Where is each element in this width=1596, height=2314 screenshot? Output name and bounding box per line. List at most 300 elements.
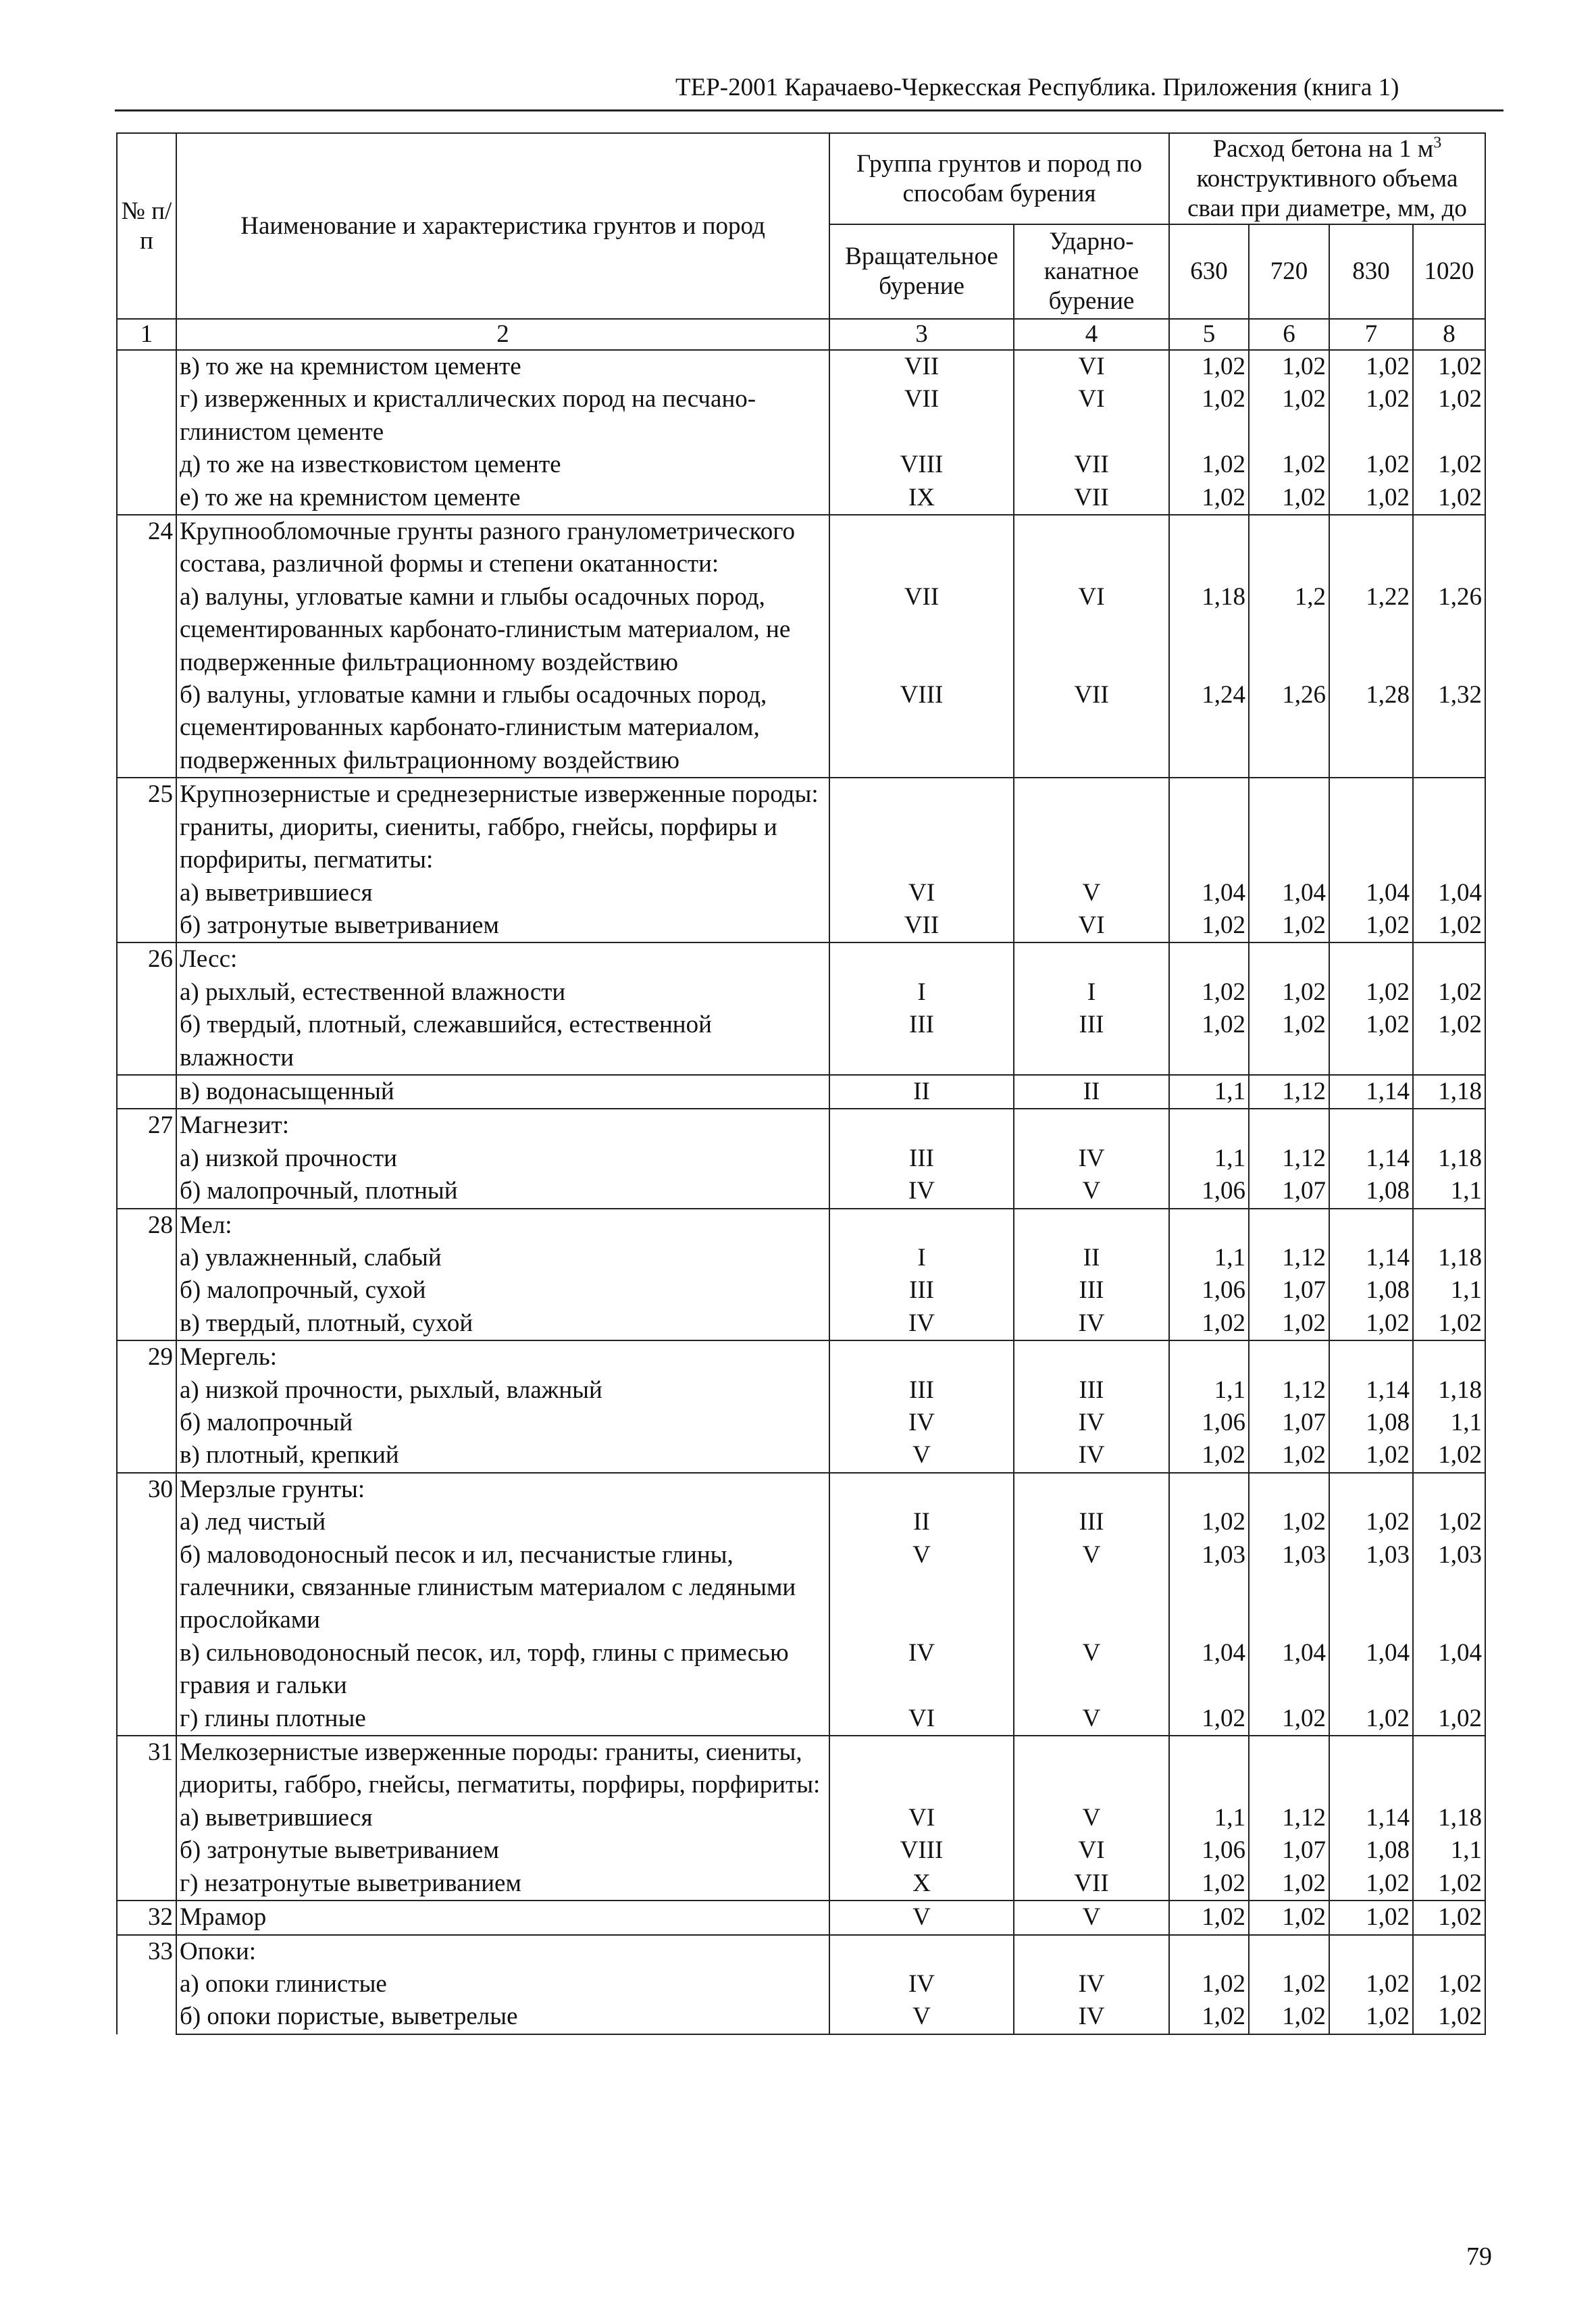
concrete-830 [1329,515,1413,581]
rotary-group: V [829,1539,1014,1637]
percussion-group: VII [1014,679,1169,778]
concrete-720: 1,02 [1249,1867,1329,1901]
row-number [117,1075,176,1109]
table-row [117,1935,1485,1968]
soil-name: а) выветрившиеся [176,877,829,909]
concrete-830: 1,02 [1329,909,1413,942]
rotary-group: III [829,1274,1014,1307]
concrete-1020: 1,32 [1413,679,1485,778]
header-num: № п/п [117,133,176,319]
table-row [117,976,1485,1009]
concrete-720 [1249,778,1329,876]
concrete-720: 1,04 [1249,877,1329,909]
rotary-group: III [829,1142,1014,1175]
concrete-1020: 1,1 [1413,1834,1485,1867]
concrete-720 [1249,1340,1329,1374]
rotary-group: II [829,1075,1014,1109]
header-diameter: 1020 [1413,224,1485,319]
rotary-group: VII [829,350,1014,383]
rotary-group: III [829,1009,1014,1075]
concrete-830: 1,03 [1329,1539,1413,1637]
soil-name: б) твердый, плотный, слежавшийся, естественной влажности [176,1009,829,1075]
concrete-630: 1,1 [1169,1242,1249,1274]
header-percussion: Ударно-канатное бурение [1014,224,1169,319]
column-number: 2 [176,319,829,350]
percussion-group: VII [1014,1867,1169,1901]
percussion-group: V [1014,1539,1169,1637]
table-row [117,383,1485,449]
table-row [117,1834,1485,1867]
percussion-group [1014,1473,1169,1506]
concrete-630: 1,02 [1169,1439,1249,1472]
rotary-group: VIII [829,449,1014,481]
rotary-group: V [829,2001,1014,2034]
concrete-1020: 1,02 [1413,383,1485,449]
rotary-group [829,1109,1014,1142]
soil-name: г) глины плотные [176,1703,829,1736]
percussion-group: III [1014,1506,1169,1538]
concrete-720: 1,2 [1249,581,1329,679]
concrete-1020: 1,02 [1413,976,1485,1009]
table-row [117,1274,1485,1307]
concrete-830 [1329,1935,1413,1968]
row-number: 25 [117,778,176,942]
table-row [117,1473,1485,1506]
percussion-group: VII [1014,482,1169,515]
concrete-630: 1,02 [1169,383,1249,449]
concrete-830: 1,14 [1329,1075,1413,1109]
concrete-830: 1,02 [1329,1307,1413,1340]
table-row [117,581,1485,679]
concrete-1020 [1413,515,1485,581]
concrete-630: 1,02 [1169,1506,1249,1538]
concrete-720: 1,02 [1249,909,1329,942]
concrete-630: 1,02 [1169,1867,1249,1901]
concrete-1020: 1,02 [1413,2001,1485,2034]
concrete-1020: 1,02 [1413,1968,1485,2001]
concrete-720: 1,07 [1249,1834,1329,1867]
header-rule [115,109,1503,111]
soil-name: а) опоки глинистые [176,1968,829,2001]
concrete-1020 [1413,1473,1485,1506]
page-number: 79 [1466,2242,1492,2271]
column-number: 3 [829,319,1014,350]
concrete-830: 1,14 [1329,1142,1413,1175]
row-number: 33 [117,1935,176,2034]
concrete-720: 1,02 [1249,976,1329,1009]
header-rotary: Вращательное бурение [829,224,1014,319]
percussion-group [1014,1935,1169,1968]
percussion-group: III [1014,1374,1169,1407]
table-row [117,1439,1485,1472]
percussion-group: VI [1014,909,1169,942]
concrete-1020: 1,02 [1413,1867,1485,1901]
table-row [117,1307,1485,1340]
percussion-group: VI [1014,350,1169,383]
concrete-830: 1,08 [1329,1407,1413,1439]
soil-name: в) то же на кремнистом цементе [176,350,829,383]
table-row [117,1109,1485,1142]
soil-name: а) валуны, угловатые камни и глыбы осадочных пород, сцементированных карбонато-глинистым материалом, не подверженные фильтрационному воздействию [176,581,829,679]
soil-name: е) то же на кремнистом цементе [176,482,829,515]
rotary-group: VII [829,909,1014,942]
concrete-720: 1,02 [1249,449,1329,481]
concrete-720: 1,07 [1249,1175,1329,1208]
concrete-830 [1329,1736,1413,1802]
soil-name: Крупнообломочные грунты разного гранулометрического состава, различной формы и степени окатанности: [176,515,829,581]
percussion-group: V [1014,1703,1169,1736]
soil-name: г) незатронутые выветриванием [176,1867,829,1901]
concrete-720: 1,02 [1249,1703,1329,1736]
table-row [117,877,1485,909]
row-number: 30 [117,1473,176,1736]
concrete-720: 1,12 [1249,1075,1329,1109]
rotary-group: IV [829,1968,1014,2001]
concrete-630: 1,04 [1169,1637,1249,1703]
percussion-group: III [1014,1274,1169,1307]
concrete-830 [1329,1473,1413,1506]
rotary-group: V [829,1439,1014,1472]
soil-name: а) рыхлый, естественной влажности [176,976,829,1009]
rotary-group: III [829,1374,1014,1407]
soil-name: в) водонасыщенный [176,1075,829,1109]
rotary-group: I [829,976,1014,1009]
concrete-830: 1,02 [1329,1703,1413,1736]
concrete-1020: 1,18 [1413,1242,1485,1274]
soil-name: в) твердый, плотный, сухой [176,1307,829,1340]
concrete-720: 1,02 [1249,1901,1329,1934]
header-name: Наименование и характеристика грунтов и пород [176,133,829,319]
concrete-630: 1,02 [1169,1307,1249,1340]
soil-name: в) сильноводоносный песок, ил, торф, глины с примесью гравия и гальки [176,1637,829,1703]
concrete-1020 [1413,1935,1485,1968]
concrete-830: 1,02 [1329,383,1413,449]
concrete-1020: 1,1 [1413,1274,1485,1307]
table-row [117,778,1485,876]
column-number: 5 [1169,319,1249,350]
rotary-group [829,942,1014,976]
table-row [117,1539,1485,1637]
percussion-group [1014,942,1169,976]
concrete-1020: 1,03 [1413,1539,1485,1637]
rotary-group: II [829,1506,1014,1538]
soil-name: д) то же на известковистом цементе [176,449,829,481]
concrete-830: 1,14 [1329,1374,1413,1407]
row-number: 26 [117,942,176,1075]
concrete-720 [1249,1209,1329,1242]
percussion-group: V [1014,1175,1169,1208]
soil-name: а) низкой прочности, рыхлый, влажный [176,1374,829,1407]
concrete-1020: 1,02 [1413,1009,1485,1075]
rotary-group: IX [829,482,1014,515]
percussion-group: V [1014,1802,1169,1834]
concrete-830: 1,02 [1329,1867,1413,1901]
percussion-group: V [1014,877,1169,909]
rotary-group: VI [829,1802,1014,1834]
percussion-group: VII [1014,449,1169,481]
rotary-group: VII [829,383,1014,449]
concrete-1020: 1,1 [1413,1407,1485,1439]
percussion-group [1014,1340,1169,1374]
concrete-830 [1329,942,1413,976]
concrete-830: 1,08 [1329,1834,1413,1867]
percussion-group [1014,1209,1169,1242]
row-number [117,350,176,515]
percussion-group: V [1014,1901,1169,1934]
rotary-group: V [829,1901,1014,1934]
concrete-1020 [1413,778,1485,876]
concrete-1020: 1,02 [1413,1703,1485,1736]
table-row [117,1209,1485,1242]
column-number: 6 [1249,319,1329,350]
header-diameter: 720 [1249,224,1329,319]
concrete-720: 1,02 [1249,1439,1329,1472]
table-row [117,1374,1485,1407]
concrete-830 [1329,778,1413,876]
concrete-720 [1249,515,1329,581]
concrete-720: 1,03 [1249,1539,1329,1637]
concrete-630: 1,02 [1169,1968,1249,2001]
percussion-group: IV [1014,1439,1169,1472]
table-row [117,1142,1485,1175]
concrete-720: 1,04 [1249,1637,1329,1703]
concrete-1020 [1413,1340,1485,1374]
concrete-630: 1,02 [1169,976,1249,1009]
concrete-830: 1,02 [1329,350,1413,383]
concrete-630: 1,06 [1169,1274,1249,1307]
percussion-group: II [1014,1075,1169,1109]
concrete-830: 1,02 [1329,482,1413,515]
concrete-630: 1,02 [1169,2001,1249,2034]
concrete-830: 1,02 [1329,976,1413,1009]
concrete-830: 1,08 [1329,1175,1413,1208]
concrete-630: 1,04 [1169,877,1249,909]
concrete-720: 1,07 [1249,1407,1329,1439]
header-consumption [1169,133,1485,224]
concrete-720: 1,26 [1249,679,1329,778]
table-row [117,1703,1485,1736]
header-consumption-rest: конструктивного объема сваи при диаметре, мм, до [1187,164,1467,222]
table-row [117,515,1485,581]
soil-name: а) увлажненный, слабый [176,1242,829,1274]
concrete-630 [1169,1109,1249,1142]
concrete-1020: 1,18 [1413,1142,1485,1175]
concrete-1020: 1,04 [1413,877,1485,909]
table-row [117,1242,1485,1274]
rotary-group: VIII [829,679,1014,778]
concrete-830: 1,02 [1329,449,1413,481]
soil-name: б) малопрочный, сухой [176,1274,829,1307]
concrete-1020: 1,02 [1413,1506,1485,1538]
rotary-group: VII [829,581,1014,679]
concrete-720: 1,12 [1249,1374,1329,1407]
concrete-1020 [1413,1736,1485,1802]
percussion-group: IV [1014,1307,1169,1340]
concrete-1020: 1,26 [1413,581,1485,679]
percussion-group [1014,1736,1169,1802]
concrete-830: 1,02 [1329,1439,1413,1472]
concrete-830: 1,02 [1329,1968,1413,2001]
concrete-1020: 1,02 [1413,1901,1485,1934]
row-number: 32 [117,1901,176,1934]
table-row [117,942,1485,976]
concrete-830: 1,14 [1329,1242,1413,1274]
concrete-1020: 1,02 [1413,350,1485,383]
column-numbers-row [117,319,1485,350]
concrete-830 [1329,1340,1413,1374]
table-row [117,1968,1485,2001]
concrete-830 [1329,1209,1413,1242]
concrete-830: 1,04 [1329,877,1413,909]
concrete-1020: 1,18 [1413,1374,1485,1407]
concrete-630: 1,24 [1169,679,1249,778]
table-row [117,1637,1485,1703]
rotary-group: X [829,1867,1014,1901]
concrete-630: 1,02 [1169,482,1249,515]
concrete-720 [1249,942,1329,976]
soil-name: б) затронутые выветриванием [176,909,829,942]
soil-name: а) низкой прочности [176,1142,829,1175]
concrete-630 [1169,515,1249,581]
concrete-630: 1,1 [1169,1802,1249,1834]
concrete-830: 1,02 [1329,1506,1413,1538]
concrete-720: 1,02 [1249,350,1329,383]
concrete-720 [1249,1473,1329,1506]
soil-name: Мел: [176,1209,829,1242]
percussion-group: IV [1014,2001,1169,2034]
concrete-830: 1,04 [1329,1637,1413,1703]
soil-name: б) валуны, угловатые камни и глыбы осадочных пород, сцементированных карбонато-глинистым материалом, подверженных фильтрационному воздействию [176,679,829,778]
concrete-720: 1,02 [1249,1506,1329,1538]
table-row [117,1075,1485,1109]
percussion-group: III [1014,1009,1169,1075]
soil-name: б) затронутые выветриванием [176,1834,829,1867]
concrete-830: 1,02 [1329,2001,1413,2034]
concrete-630: 1,18 [1169,581,1249,679]
soil-name: г) изверженных и кристаллических пород на песчано-глинистом цементе [176,383,829,449]
rotary-group: IV [829,1307,1014,1340]
concrete-630: 1,02 [1169,909,1249,942]
soil-name: в) плотный, крепкий [176,1439,829,1472]
concrete-630: 1,02 [1169,350,1249,383]
table-body [117,350,1485,2034]
rotary-group: IV [829,1407,1014,1439]
concrete-830: 1,02 [1329,1009,1413,1075]
concrete-630 [1169,1340,1249,1374]
table-row [117,1407,1485,1439]
table-row [117,1802,1485,1834]
percussion-group: VI [1014,1834,1169,1867]
rotary-group: IV [829,1637,1014,1703]
table-row [117,2001,1485,2034]
concrete-720: 1,02 [1249,482,1329,515]
concrete-630: 1,06 [1169,1834,1249,1867]
concrete-720: 1,02 [1249,1009,1329,1075]
concrete-720: 1,12 [1249,1242,1329,1274]
soil-name: Крупнозернистые и среднезернистые изверженные породы: граниты, диориты, сиениты, габбро, гнейсы, порфиры и порфириты, пегматиты: [176,778,829,876]
row-number: 27 [117,1109,176,1208]
concrete-1020: 1,18 [1413,1075,1485,1109]
rotary-group: VI [829,877,1014,909]
concrete-1020: 1,02 [1413,1439,1485,1472]
rotary-group [829,778,1014,876]
column-number: 1 [117,319,176,350]
concrete-720 [1249,1109,1329,1142]
soil-name: Опоки: [176,1935,829,1968]
concrete-1020: 1,02 [1413,909,1485,942]
percussion-group: VI [1014,383,1169,449]
header-consumption-sup: 3 [1433,134,1442,152]
soil-name: б) маловодоносный песок и ил, песчанистые глины, галечники, связанные глинистым материалом с ледяными прослойками [176,1539,829,1637]
percussion-group: V [1014,1637,1169,1703]
row-number: 31 [117,1736,176,1901]
concrete-720 [1249,1935,1329,1968]
concrete-720: 1,02 [1249,1307,1329,1340]
soil-table [116,132,1486,2035]
soil-name: а) лед чистый [176,1506,829,1538]
concrete-630 [1169,1736,1249,1802]
concrete-630: 1,1 [1169,1374,1249,1407]
table-row [117,679,1485,778]
concrete-630: 1,06 [1169,1175,1249,1208]
row-number: 24 [117,515,176,778]
concrete-630: 1,06 [1169,1407,1249,1439]
header-diameter: 630 [1169,224,1249,319]
concrete-720: 1,02 [1249,1968,1329,2001]
page-header: ТЕР-2001 Карачаево-Черкесская Республика. Приложения (книга 1) [675,74,1399,101]
percussion-group: I [1014,976,1169,1009]
rotary-group: VI [829,1703,1014,1736]
table-row [117,449,1485,481]
percussion-group [1014,1109,1169,1142]
table-row [117,1867,1485,1901]
concrete-630: 1,1 [1169,1075,1249,1109]
table-row [117,1901,1485,1934]
concrete-1020 [1413,1209,1485,1242]
table-row [117,1175,1485,1208]
percussion-group: IV [1014,1142,1169,1175]
soil-name: Мергель: [176,1340,829,1374]
percussion-group [1014,515,1169,581]
concrete-830: 1,22 [1329,581,1413,679]
concrete-1020: 1,04 [1413,1637,1485,1703]
concrete-630: 1,02 [1169,1703,1249,1736]
table-row [117,1506,1485,1538]
row-number: 28 [117,1209,176,1341]
concrete-830: 1,08 [1329,1274,1413,1307]
concrete-830: 1,28 [1329,679,1413,778]
column-number: 7 [1329,319,1413,350]
concrete-630: 1,03 [1169,1539,1249,1637]
percussion-group: II [1014,1242,1169,1274]
soil-name: б) опоки пористые, выветрелые [176,2001,829,2034]
soil-name: а) выветрившиеся [176,1802,829,1834]
rotary-group [829,1473,1014,1506]
concrete-630: 1,02 [1169,449,1249,481]
concrete-830: 1,14 [1329,1802,1413,1834]
table-row [117,909,1485,942]
header-consumption-text: Расход бетона на 1 м [1212,134,1434,163]
soil-name: Мрамор [176,1901,829,1934]
table-row [117,1009,1485,1075]
concrete-720: 1,12 [1249,1142,1329,1175]
concrete-1020 [1413,942,1485,976]
concrete-720: 1,07 [1249,1274,1329,1307]
table-row [117,350,1485,383]
percussion-group: IV [1014,1968,1169,2001]
soil-name: Мерзлые грунты: [176,1473,829,1506]
column-number: 4 [1014,319,1169,350]
